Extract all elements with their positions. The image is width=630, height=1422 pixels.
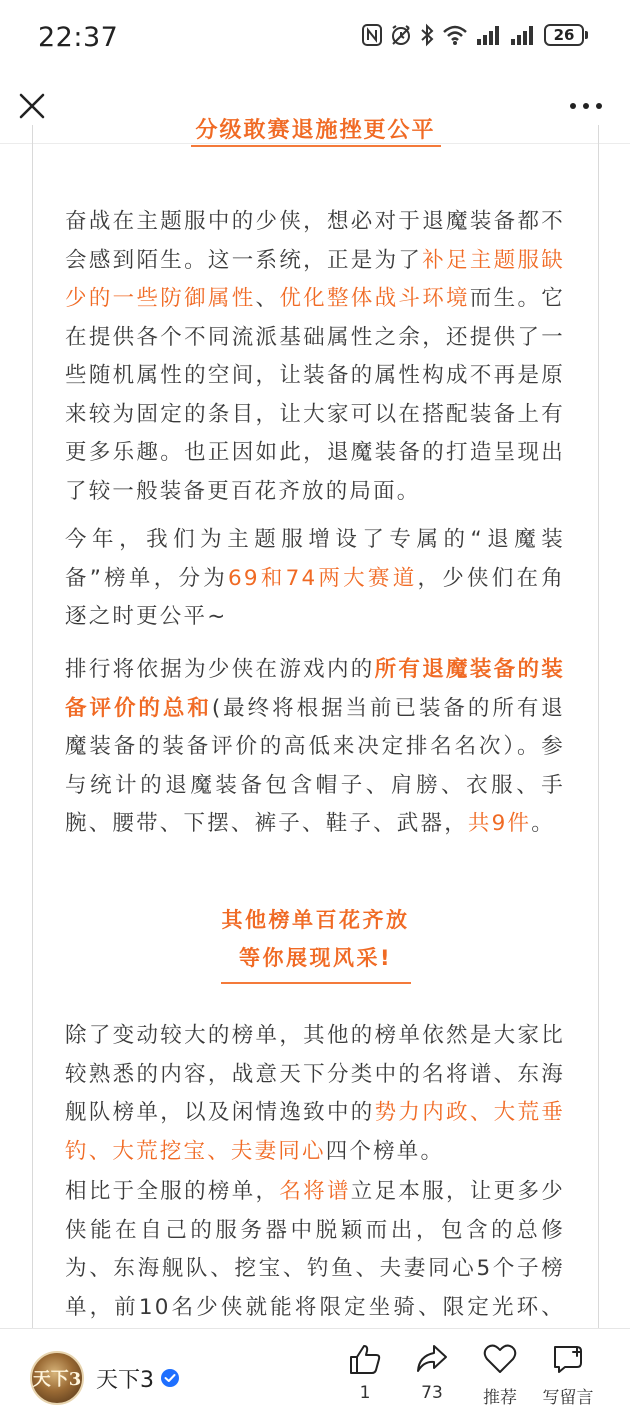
text: (最终将根据当前已装备的所有退魔装备的装备评价的高低来决定排名名次）。参与统计的退魔装备包含帽子、肩膀、衣服、手腕、腰带、下摆、裤子、鞋子、武器，	[65, 695, 566, 836]
section-heading-cut: 分级敢赛退施挫更公平	[195, 118, 436, 143]
section-title: 其他榜单百花齐放	[221, 908, 410, 932]
comment-label: 写留言	[542, 1388, 594, 1408]
section-subtitle: 等你展现风采!	[238, 946, 393, 970]
text: 相比于全服的榜单，	[65, 1179, 280, 1204]
alarm-icon	[390, 24, 412, 46]
avatar[interactable]	[30, 1351, 84, 1405]
text: 今年，我们为主题服增设了专属的“退魔装备”榜单，分为	[65, 527, 565, 591]
highlight-bold: 所有退魔装备的装备评价的总和	[65, 657, 565, 721]
comment-icon	[551, 1343, 585, 1375]
comment-button[interactable]	[533, 1343, 603, 1408]
bottom-action-bar	[0, 1328, 630, 1422]
paragraph-3	[65, 651, 565, 844]
text: 四个榜单。	[325, 1138, 445, 1164]
status-icons	[362, 24, 588, 46]
highlight: 名将谱	[279, 1179, 351, 1204]
heading-divider	[191, 145, 441, 147]
recommend-label: 推荐	[483, 1388, 517, 1408]
section-divider	[221, 982, 411, 984]
share-icon	[415, 1343, 449, 1375]
more-icon[interactable]	[568, 98, 604, 114]
avatar-text: 天下3	[32, 1369, 82, 1390]
like-count: 1	[359, 1383, 371, 1403]
bluetooth-icon	[420, 24, 434, 46]
share-button[interactable]	[397, 1343, 467, 1403]
signal-icon	[476, 24, 502, 46]
text: 、	[255, 286, 280, 311]
text: 而生。它在提供各个不同流派基础属性之余，还提供了一些随机属性的空间，让装备的属性构成不再是原来较为固定的条目，让大家可以在搭配装备上有更多乐趣。也正因如此，退魔装备的打造呈现出了较一般装备更百花齐放的局面。	[65, 286, 565, 504]
paragraph-1	[65, 203, 565, 511]
article-body[interactable]	[0, 118, 630, 1328]
heart-icon	[483, 1343, 517, 1375]
highlight: 势力内政、大荒垂钓、大荒挖宝、夫妻同心	[65, 1100, 565, 1164]
like-button[interactable]	[330, 1343, 400, 1403]
text: 排行将依据为少侠在游戏内的	[65, 657, 375, 682]
account-info[interactable]	[30, 1351, 180, 1405]
highlight: 共9件	[467, 811, 532, 836]
battery-icon	[544, 24, 588, 46]
nfc-icon	[362, 24, 382, 46]
article-card	[32, 118, 599, 1345]
thumbs-up-icon	[348, 1343, 382, 1375]
text: 奋战在主题服中的少侠，想必对于退魔装备都不会感到陌生。这一系统，正是为了	[65, 209, 565, 273]
paragraph-4	[65, 1017, 565, 1171]
highlight: 补足主题服缺少的一些防御属性	[65, 247, 565, 311]
wifi-icon	[442, 24, 468, 46]
battery-level: 26	[544, 24, 584, 46]
status-bar	[0, 0, 630, 78]
paragraph-2	[65, 521, 565, 637]
highlight: 优化整体战斗环境	[279, 286, 470, 311]
signal-icon	[510, 24, 536, 46]
status-time: 22:37	[38, 22, 119, 53]
account-name[interactable]: 天下3	[96, 1367, 154, 1393]
text: 。	[531, 811, 555, 836]
text: 除了变动较大的榜单，其他的榜单依然是大家比较熟悉的内容，战意天下分类中的名将谱、东海舰队榜单，以及闲情逸致中的	[65, 1023, 565, 1125]
verified-icon	[160, 1368, 180, 1388]
text: 立足本服，让更多少侠能在自己的服务器中脱颖而出，包含的总修为、东海舰队、挖宝、钓鱼、夫妻同心5个子榜单，前10名少侠就能将限定坐骑、限定光环、	[65, 1179, 565, 1320]
highlight: 69和74两大赛道	[228, 565, 418, 591]
share-count: 73	[421, 1383, 443, 1403]
text: ，少侠们在角逐之时更公平~	[65, 565, 565, 629]
recommend-button[interactable]	[465, 1343, 535, 1408]
